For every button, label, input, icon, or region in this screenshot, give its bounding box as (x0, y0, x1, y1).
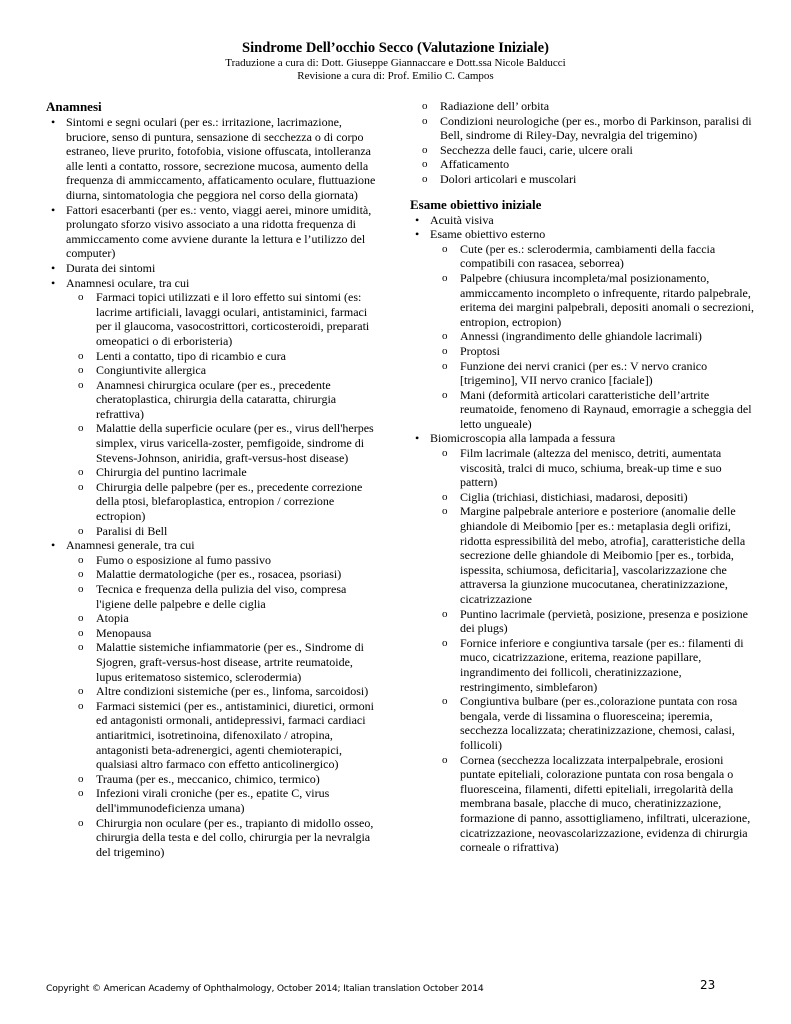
list-item (46, 538, 378, 859)
circle-bullet-icon: o (422, 172, 428, 185)
list-item-text: Anamnesi generale, tra cui (66, 538, 195, 553)
sub-list-item (78, 524, 378, 539)
sub-list-item-text: Fumo o esposizione al fumo passivo (96, 552, 271, 567)
sub-list-item (442, 359, 756, 388)
circle-bullet-icon: o (442, 490, 448, 503)
section-heading-esame: Esame obiettivo iniziale (410, 196, 542, 212)
sub-list-item (78, 786, 378, 815)
list-item (46, 115, 378, 203)
list-item (46, 276, 378, 539)
sub-list-item-text: Film lacrimale (altezza del menisco, detriti, aumentata viscosità, tralci di muco, schiuma, break-up time e suo pattern) (460, 446, 722, 490)
sub-list-item-text: Palpebre (chiusura incompleta/mal posizionamento, ammiccamento incompleto o infrequente, ritardo palpebrale, eritema dei margini palpebrali, depositi anomali o secrezioni, entropion, ectropion) (460, 270, 755, 329)
page-number: 23 (700, 978, 716, 992)
sub-list-item (78, 567, 378, 582)
sub-list-item-text: Trauma (per es., meccanico, chimico, termico) (96, 771, 320, 786)
anamnesi-list (46, 115, 378, 859)
sub-list-item (422, 172, 756, 187)
sub-list-item (442, 607, 756, 636)
sub-list-item-text: Congiuntivite allergica (96, 363, 207, 378)
bullet-icon: • (51, 275, 56, 290)
sub-list-item-text: Malattie della superficie oculare (per es., virus dell'herpes simplex, virus varicella-zoster, pemfigoide, sindrome di Stevens-Johnson, aniridia, graft-versus-host disease) (96, 421, 374, 465)
sub-list-item (78, 684, 378, 699)
sub-list-item-text: Mani (deformità articolari caratteristiche dell’artrite reumatoide, fenomeno di Raynaud, emorragie a scheggia del letto ungueale) (460, 387, 752, 431)
circle-bullet-icon: o (78, 699, 84, 712)
sub-list-item-text: Cornea (secchezza localizzata interpalpebrale, erosioni puntate epiteliali, colorazione puntata con rosa bengala o fluoresceina, filamenti, difetti epiteliali, irregolarità della membrana basale, placche di muco, cheratinizzazione, formazione di panno, assottigliameno, infiltrati, ulcerazione, cicatrizzazione, neovascolarizzazione, evidenza di chirurgia corneale o rifrattiva) (460, 752, 751, 855)
circle-bullet-icon: o (78, 583, 84, 595)
sub-list-item-text: Paralisi di Bell (96, 523, 168, 538)
sub-list-item (78, 465, 378, 480)
circle-bullet-icon: o (442, 447, 448, 460)
section-heading-anamnesi: Anamnesi (46, 99, 102, 114)
sub-list-item (442, 344, 756, 359)
sub-list-item (422, 157, 756, 172)
bullet-icon: • (415, 227, 420, 242)
sub-list-item (422, 99, 756, 114)
sub-list-item (78, 611, 378, 626)
list-item (410, 213, 756, 228)
circle-bullet-icon: o (78, 524, 84, 537)
sub-list (442, 446, 756, 855)
sub-list-item-text: Radiazione dell’ orbita (440, 99, 550, 113)
sub-list-item (78, 582, 378, 611)
sub-list-item-text: Congiuntiva bulbare (per es.,colorazione puntata con rosa bengala, verde di lissamina o fluoresceina; iperemia, secchezza localizzata; cheratinizzazione, chemosi, calasi, follicoli) (460, 694, 738, 752)
sub-list-item (442, 753, 756, 855)
list-item (410, 431, 756, 854)
circle-bullet-icon: o (442, 607, 448, 620)
sub-list-item (78, 349, 378, 364)
circle-bullet-icon: o (78, 816, 84, 829)
sub-list-item-text: Menopausa (96, 625, 152, 640)
list-item (410, 227, 756, 431)
left-column (46, 99, 378, 859)
list-item-text: Biomicroscopia alla lampada a fessura (430, 431, 616, 446)
sub-list-item (78, 553, 378, 568)
sub-list-item-text: Dolori articolari e muscolari (440, 171, 577, 186)
circle-bullet-icon: o (422, 100, 428, 112)
circle-bullet-icon: o (442, 359, 448, 372)
sub-list-item-text: Annessi (ingrandimento delle ghiandole lacrimali) (460, 329, 702, 344)
list-item (46, 203, 378, 261)
sub-list-item-text: Cute (per es.: sclerodermia, cambiamenti della faccia compatibili con rasacea, seborrea) (460, 241, 716, 271)
sub-list-item (442, 694, 756, 752)
circle-bullet-icon: o (78, 291, 84, 304)
sub-list-item-text: Affaticamento (440, 157, 510, 172)
sub-list-item (78, 290, 378, 348)
sub-list-item-text: Ciglia (trichiasi, distichiasi, madarosi, depositi) (460, 489, 688, 504)
sub-list-item-text: Fornice inferiore e congiuntiva tarsale (per es.: filamenti di muco, cicatrizzazione, eritema, reazione papillare, ingrandimento dei follicoli, cheratinizzazione, restringimento, simblefaron) (460, 635, 744, 694)
sub-list-item (78, 363, 378, 378)
sub-list (442, 242, 756, 432)
circle-bullet-icon: o (78, 466, 84, 479)
list-item (46, 261, 378, 276)
circle-bullet-icon: o (442, 636, 448, 649)
bullet-icon: • (51, 260, 56, 275)
bullet-icon: • (51, 538, 56, 553)
circle-bullet-icon: o (422, 158, 428, 171)
sub-list-item (78, 378, 378, 422)
sub-list-item (442, 446, 756, 490)
circle-bullet-icon: o (442, 388, 448, 401)
circle-bullet-icon: o (442, 271, 448, 284)
sub-list-item (422, 143, 756, 158)
sub-list-item-text: Margine palpebrale anteriore e posteriore (anomalie delle ghiandole di Meibomio [per es.: metaplasia degli orifizi, ridotta espressibilità del mebo, atrofia], caratteristiche della secrezione delle ghiandole di Meibomio [per es., torbida, ispessita, schiumosa, deficitaria], vascolarizzazione che attraversa la giunzione mucocutanea, cheratinizzazione, cicatrizzazione (460, 504, 746, 606)
sub-list-item (442, 490, 756, 505)
sub-list-item-text: Atopia (96, 611, 129, 626)
circle-bullet-icon: o (442, 505, 448, 518)
bullet-icon: • (51, 115, 56, 129)
sub-list-item-text: Condizioni neurologiche (per es., morbo di Parkinson, paralisi di Bell, sindrome di Riley-Day, nevralgia del trigemino) (440, 113, 752, 143)
list-item-text: Esame obiettivo esterno (430, 227, 546, 242)
sub-list-item (78, 421, 378, 465)
sub-list-item-text: Farmaci topici utilizzati e il loro effetto sui sintomi (es: lacrime artificiali, lavaggi oculari, antistaminici, farmaci per il glaucoma, vasocostrittori, corticosteroidi, preparati omeopatici o di erboristeria) (96, 290, 370, 348)
sub-list-item (78, 699, 378, 772)
sub-list-item (78, 626, 378, 641)
circle-bullet-icon: o (442, 753, 448, 766)
sub-list-item-text: Chirurgia non oculare (per es., trapianto di midollo osseo, chirurgia della testa e del collo, chirurgia per la nevralgia del trigemino) (96, 815, 374, 859)
circle-bullet-icon: o (422, 114, 428, 127)
circle-bullet-icon: o (78, 349, 84, 362)
sub-list-item-text: Infezioni virali croniche (per es., epatite C, virus dell'immunodeficienza umana) (96, 786, 330, 815)
circle-bullet-icon: o (78, 787, 84, 800)
list-item-text: Fattori esacerbanti (per es.: vento, viaggi aerei, minore umidità, prolungato sforzo visivo associato a una ridotta frequenza di ammiccamento come avviene durante la lettura e l’utilizzo del computer) (66, 202, 372, 261)
sub-list-item (442, 636, 756, 694)
sub-list-item (442, 388, 756, 432)
circle-bullet-icon: o (78, 364, 84, 377)
sub-list-item (78, 816, 378, 860)
sub-list-item (442, 271, 756, 329)
sub-list-item-text: Malattie sistemiche infiammatorie (per es., Sindrome di Sjogren, graft-versus-host disease, artrite reumatoide, lupus eritematoso sistemico, sclerodermia) (96, 640, 364, 684)
sub-list-item-text: Tecnica e frequenza della pulizia del viso, compresa l'igiene delle palpebre e delle ciglia (96, 582, 347, 611)
anamnesi-continued-list (422, 99, 756, 187)
sub-list-item-text: Anamnesi chirurgica oculare (per es., precedente cheratoplastica, chirurgia della cataratta, chirurgia refrattiva) (96, 377, 337, 421)
sub-list-item-text: Chirurgia delle palpebre (per es., precedente correzione della ptosi, blefaroplastica, entropion / correzione ectropion) (96, 479, 363, 524)
document-title: Sindrome Dell’occhio Secco (Valutazione Iniziale) (242, 40, 549, 56)
sub-list-item-text: Chirurgia del puntino lacrimale (96, 465, 247, 480)
sub-list-item (442, 242, 756, 271)
sub-list-item-text: Altre condizioni sistemiche (per es., linfoma, sarcoidosi) (96, 684, 369, 699)
sub-list-item (442, 329, 756, 344)
circle-bullet-icon: o (78, 641, 84, 654)
circle-bullet-icon: o (422, 143, 428, 156)
circle-bullet-icon: o (78, 772, 84, 785)
revision-credit: Revisione a cura di: Prof. Emilio C. Campos (297, 70, 494, 82)
circle-bullet-icon: o (442, 695, 448, 708)
circle-bullet-icon: o (78, 422, 84, 435)
sub-list (78, 553, 378, 859)
list-item-text: Anamnesi oculare, tra cui (66, 275, 190, 290)
circle-bullet-icon: o (442, 330, 448, 343)
circle-bullet-icon: o (78, 378, 84, 391)
circle-bullet-icon: o (442, 242, 448, 255)
circle-bullet-icon: o (78, 626, 84, 639)
bullet-icon: • (415, 431, 420, 446)
bullet-icon: • (415, 212, 420, 227)
circle-bullet-icon: o (78, 685, 84, 698)
sub-list (78, 290, 378, 538)
sub-list-item-text: Malattie dermatologiche (per es., rosacea, psoriasi) (96, 567, 342, 582)
circle-bullet-icon: o (78, 612, 84, 625)
sub-list-item-text: Farmaci sistemici (per es., antistaminici, diuretici, ormoni ed antagonisti ormonali, antidepressivi, farmaci cardiaci antiaritmici, isotretinoina, difenoxilato / atropina, antagonisti beta-adrenergici, agenti chemioterapici, qualsiasi altro farmaco con effetto anticolinergico) (96, 698, 374, 772)
sub-list-item (422, 114, 756, 143)
sub-list-item-text: Proptosi (460, 343, 501, 358)
circle-bullet-icon: o (78, 568, 84, 581)
translation-credit: Traduzione a cura di: Dott. Giuseppe Giannaccare e Dott.ssa Nicole Balducci (225, 57, 566, 69)
circle-bullet-icon: o (78, 480, 84, 493)
esame-list (410, 213, 756, 855)
sub-list-item (442, 504, 756, 606)
sub-list-item-text: Funzione dei nervi cranici (per es.: V nervo cranico [trigemino], VII nervo cranico [faciale]) (460, 358, 708, 388)
circle-bullet-icon: o (78, 553, 84, 566)
list-item-text: Acuità visiva (430, 212, 494, 227)
sub-list-item (78, 772, 378, 787)
sub-list-item (78, 480, 378, 524)
bullet-icon: • (51, 202, 56, 217)
circle-bullet-icon: o (442, 344, 448, 357)
sub-list-item-text: Secchezza delle fauci, carie, ulcere orali (440, 142, 633, 157)
sub-list-item-text: Lenti a contatto, tipo di ricambio e cura (96, 348, 286, 363)
list-item-text: Sintomi e segni oculari (per es.: irritazione, lacrimazione, bruciore, senso di puntura, sensazione di secchezza o di corpo estraneo, lieve prurito, fotofobia, visione offuscata, intolleranza alle lenti a contatto, rossore, secrezione mucosa, aumento della frequenza di ammiccamento, affaticamento oculare, fluttuazione diurna, sintomatologia che peggiora nel corso della giornata) (66, 115, 376, 202)
sub-list-item (78, 640, 378, 684)
sub-list-item-text: Puntino lacrimale (pervietà, posizione, presenza e posizione dei plugs) (460, 606, 748, 636)
footer-copyright: Copyright © American Academy of Ophthalmology, October 2014; Italian translation October 2014 (46, 983, 484, 994)
list-item-text: Durata dei sintomi (66, 260, 156, 275)
right-column (410, 99, 756, 855)
